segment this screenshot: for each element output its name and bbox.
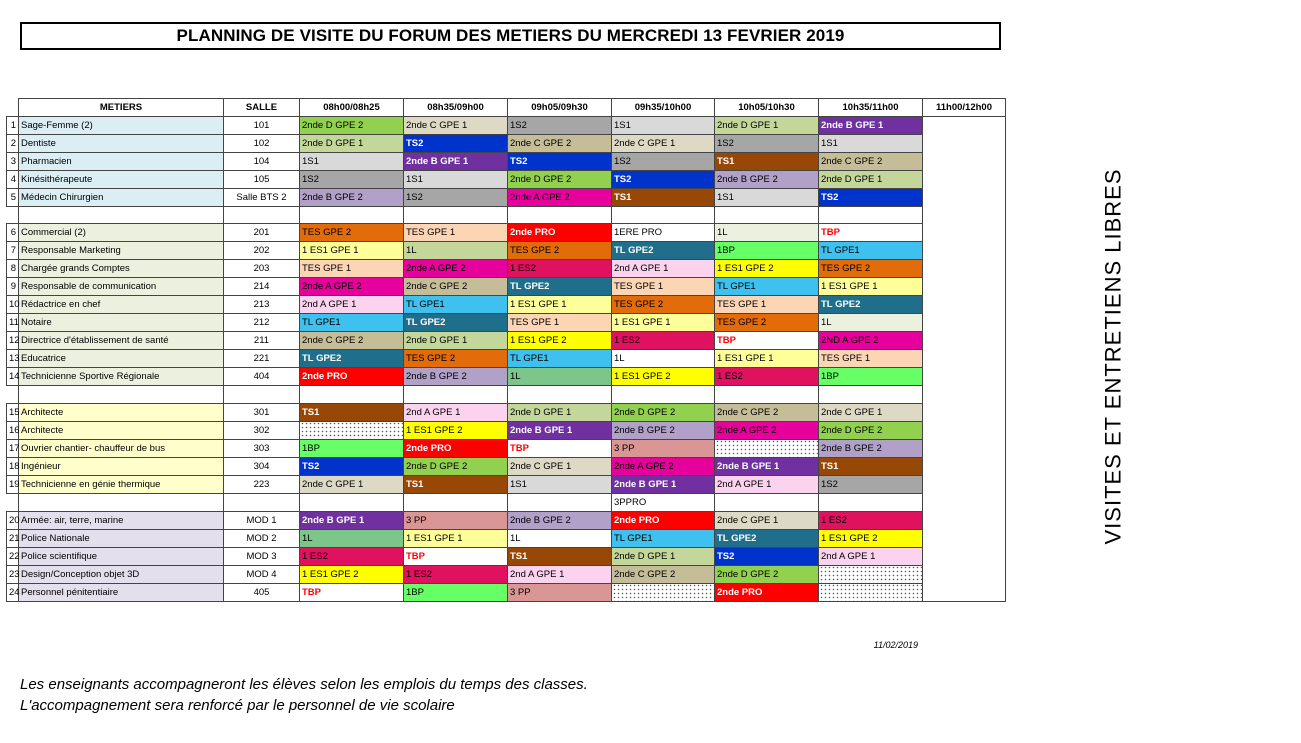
table-row (7, 403, 1006, 421)
salle-cell: MOD 2 (224, 529, 300, 547)
slot-cell: TS1 (612, 189, 715, 207)
table-row (7, 260, 1006, 278)
slot-cell: 1S1 (819, 135, 923, 153)
slot-cell: 1L (715, 224, 819, 242)
slot-cell: TS1 (300, 403, 404, 421)
row-number: 17 (7, 439, 19, 457)
slot-cell: 2nde A GPE 2 (612, 457, 715, 475)
row-number: 16 (7, 421, 19, 439)
row-number: 1 (7, 117, 19, 135)
metier-cell: Architecte (19, 421, 224, 439)
slot-cell: 2nde C GPE 2 (819, 153, 923, 171)
header-salle: SALLE (224, 99, 300, 117)
table-row (7, 117, 1006, 135)
row-number: 8 (7, 260, 19, 278)
side-label: VISITES ET ENTRETIENS LIBRES (1100, 168, 1126, 545)
slot-cell: 2nd A GPE 1 (508, 565, 612, 583)
slot-cell (404, 493, 508, 511)
metier-cell: Notaire (19, 314, 224, 332)
table-row (7, 421, 1006, 439)
slot-cell: 2nd A GPE 1 (300, 296, 404, 314)
slot-cell: 1L (819, 314, 923, 332)
header-slot-6: 10h35/11h00 (819, 99, 923, 117)
slot-cell: 1BP (404, 583, 508, 601)
slot-cell: 2nd A GPE 1 (715, 475, 819, 493)
slot-cell: 2nde B GPE 1 (404, 153, 508, 171)
row-number: 10 (7, 296, 19, 314)
metier-cell: Directrice d'établissement de santé (19, 332, 224, 350)
separator-row (7, 493, 1006, 511)
salle-cell: 213 (224, 296, 300, 314)
slot-cell (300, 386, 404, 403)
slot-cell: 2nde B GPE 2 (612, 421, 715, 439)
salle-cell: 303 (224, 439, 300, 457)
slot-cell: 2nde D GPE 1 (715, 117, 819, 135)
slot-cell (715, 207, 819, 224)
table-row (7, 135, 1006, 153)
slot-cell: TES GPE 1 (508, 314, 612, 332)
slot-cell (819, 583, 923, 601)
row-number: 13 (7, 350, 19, 368)
slot-cell (404, 386, 508, 403)
slot-cell: 1S1 (612, 117, 715, 135)
salle-cell: Salle BTS 2 (224, 189, 300, 207)
salle-cell: 223 (224, 475, 300, 493)
table-row (7, 565, 1006, 583)
salle-cell: 221 (224, 350, 300, 368)
row-number-cell (7, 386, 19, 403)
slot-cell (819, 207, 923, 224)
slot-cell: 2nde C GPE 1 (715, 511, 819, 529)
row-number: 12 (7, 332, 19, 350)
slot-cell: 1 ES2 (612, 332, 715, 350)
slot-cell: 2nde C GPE 1 (819, 403, 923, 421)
table-row (7, 529, 1006, 547)
slot-cell: TS2 (715, 547, 819, 565)
metier-cell: Architecte (19, 403, 224, 421)
slot-cell: 2nde A GPE 2 (508, 189, 612, 207)
slot-cell (715, 493, 819, 511)
slot-cell: 2nde B GPE 2 (819, 439, 923, 457)
salle-cell: MOD 1 (224, 511, 300, 529)
salle-cell: 211 (224, 332, 300, 350)
slot-cell: 1BP (819, 368, 923, 386)
metier-cell: Pharmacien (19, 153, 224, 171)
slot-cell (508, 207, 612, 224)
metier-cell: Educatrice (19, 350, 224, 368)
slot-cell: TL GPE1 (612, 529, 715, 547)
slot-cell: 1 ES1 GPE 1 (819, 278, 923, 296)
row-number: 5 (7, 189, 19, 207)
slot-cell (612, 207, 715, 224)
slot-cell (300, 493, 404, 511)
slot-cell: TL GPE1 (508, 350, 612, 368)
salle-cell: 203 (224, 260, 300, 278)
footer-line-2: L'accompagnement sera renforcé par le personnel de vie scolaire (20, 697, 455, 714)
metier-cell: Technicienne Sportive Régionale (19, 368, 224, 386)
row-number: 9 (7, 278, 19, 296)
metier-cell: Chargée grands Comptes (19, 260, 224, 278)
row-number: 24 (7, 583, 19, 601)
separator-row (7, 207, 1006, 224)
slot-cell: 1 ES2 (508, 260, 612, 278)
metier-cell: Technicienne en génie thermique (19, 475, 224, 493)
slot-cell: 1S1 (508, 475, 612, 493)
slot-cell (819, 565, 923, 583)
slot-cell: 1 ES1 GPE 1 (612, 314, 715, 332)
slot-cell: TES GPE 2 (612, 296, 715, 314)
slot-cell: TL GPE2 (612, 242, 715, 260)
slot-cell (404, 207, 508, 224)
slot-cell: TL GPE1 (300, 314, 404, 332)
header-slot-4: 09h35/10h00 (612, 99, 715, 117)
metier-cell: Commercial (2) (19, 224, 224, 242)
slot-cell (819, 493, 923, 511)
header-slot-3: 09h05/09h30 (508, 99, 612, 117)
salle-cell (224, 493, 300, 511)
table-row (7, 296, 1006, 314)
row-number: 22 (7, 547, 19, 565)
slot-cell: 2nde D GPE 2 (819, 421, 923, 439)
slot-cell: 2nde PRO (715, 583, 819, 601)
table-row (7, 278, 1006, 296)
slot-cell: 1 ES1 GPE 2 (300, 565, 404, 583)
row-number: 11 (7, 314, 19, 332)
slot-cell: 1 ES2 (819, 511, 923, 529)
slot-cell: TS2 (300, 457, 404, 475)
slot-cell: TBP (819, 224, 923, 242)
header-row (7, 99, 1006, 117)
table-row (7, 189, 1006, 207)
slot-cell: 1 ES2 (300, 547, 404, 565)
slot-cell: TES GPE 1 (300, 260, 404, 278)
slot-cell: 1S2 (404, 189, 508, 207)
slot-cell: 2nde D GPE 1 (612, 547, 715, 565)
slot-cell: TS1 (404, 475, 508, 493)
slot-cell (715, 439, 819, 457)
slot-cell: 2nde C GPE 1 (404, 117, 508, 135)
slot-cell: 3PPRO (612, 493, 715, 511)
metier-cell: Responsable de communication (19, 278, 224, 296)
slot-cell: 2nde D GPE 1 (508, 403, 612, 421)
slot-cell: 1ERE PRO (612, 224, 715, 242)
slot-cell: TS1 (715, 153, 819, 171)
header-slot-5: 10h05/10h30 (715, 99, 819, 117)
metier-cell: Design/Conception objet 3D (19, 565, 224, 583)
page-title: PLANNING DE VISITE DU FORUM DES METIERS DU MERCREDI 13 FEVRIER 2019 (20, 22, 1001, 50)
slot-cell: TES GPE 1 (819, 350, 923, 368)
slot-cell: 2nde B GPE 2 (404, 368, 508, 386)
slot-cell: 2nde PRO (300, 368, 404, 386)
slot-cell: 2nde PRO (612, 511, 715, 529)
slot-cell: 2nde D GPE 1 (300, 135, 404, 153)
slot-cell: 1 ES2 (715, 368, 819, 386)
row-number: 19 (7, 475, 19, 493)
slot-cell: 2nde B GPE 1 (612, 475, 715, 493)
metier-cell: Ouvrier chantier- chauffeur de bus (19, 439, 224, 457)
slot-cell: 1 ES1 GPE 1 (508, 296, 612, 314)
header-slot-1: 08h00/08h25 (300, 99, 404, 117)
salle-cell: 201 (224, 224, 300, 242)
slot-cell: 1L (612, 350, 715, 368)
slot-cell: TS2 (612, 171, 715, 189)
slot-cell: 2nde C GPE 2 (612, 565, 715, 583)
salle-cell: 102 (224, 135, 300, 153)
footer-note (20, 674, 588, 716)
slot-cell: 1S2 (612, 153, 715, 171)
slot-cell: 1 ES1 GPE 2 (508, 332, 612, 350)
table-row (7, 457, 1006, 475)
slot-cell: 2nde D GPE 2 (404, 457, 508, 475)
slot-cell: 1 ES1 GPE 1 (715, 350, 819, 368)
slot-cell (508, 386, 612, 403)
slot-cell: 3 PP (508, 583, 612, 601)
row-number: 7 (7, 242, 19, 260)
metier-cell: Médecin Chirurgien (19, 189, 224, 207)
separator-row (7, 386, 1006, 403)
slot-cell (612, 386, 715, 403)
slot-cell: TES GPE 2 (715, 314, 819, 332)
metier-cell: Sage-Femme (2) (19, 117, 224, 135)
slot-cell: 1BP (715, 242, 819, 260)
slot-cell: 2ND A GPE 2 (819, 332, 923, 350)
slot-cell: TS1 (819, 457, 923, 475)
slot-cell: 1BP (300, 439, 404, 457)
slot-cell: TL GPE1 (715, 278, 819, 296)
salle-cell: 302 (224, 421, 300, 439)
metier-cell (19, 493, 224, 511)
metier-cell: Kinésithérapeute (19, 171, 224, 189)
row-number: 4 (7, 171, 19, 189)
slot-cell (715, 386, 819, 403)
row-number: 6 (7, 224, 19, 242)
salle-cell: 404 (224, 368, 300, 386)
slot-cell: TBP (300, 583, 404, 601)
slot-cell: TES GPE 2 (508, 242, 612, 260)
slot-cell: 2nde C GPE 1 (612, 135, 715, 153)
table-row (7, 224, 1006, 242)
slot-cell: 2nde D GPE 2 (508, 171, 612, 189)
salle-cell: MOD 3 (224, 547, 300, 565)
metier-cell: Responsable Marketing (19, 242, 224, 260)
slot-cell: 2nde C GPE 1 (508, 457, 612, 475)
slot-cell: 2nd A GPE 1 (819, 547, 923, 565)
row-number-cell (7, 207, 19, 224)
slot-cell: TL GPE1 (819, 242, 923, 260)
slot-cell: 2nde B GPE 1 (300, 511, 404, 529)
slot-cell: 2nd A GPE 1 (404, 403, 508, 421)
slot-cell: TL GPE2 (300, 350, 404, 368)
slot-cell: 1S1 (404, 171, 508, 189)
row-number: 21 (7, 529, 19, 547)
slot-cell: 1S2 (508, 117, 612, 135)
document-date: 11/02/2019 (873, 640, 918, 650)
table-row (7, 583, 1006, 601)
metier-cell: Police Nationale (19, 529, 224, 547)
slot-cell: TL GPE1 (404, 296, 508, 314)
table-row (7, 547, 1006, 565)
slot-cell: TL GPE2 (715, 529, 819, 547)
table-row (7, 350, 1006, 368)
slot-cell: 1S2 (819, 475, 923, 493)
slot-cell: 2nde C GPE 2 (715, 403, 819, 421)
metier-cell: Armée: air, terre, marine (19, 511, 224, 529)
slot-cell: TL GPE2 (508, 278, 612, 296)
metier-cell (19, 207, 224, 224)
salle-cell: MOD 4 (224, 565, 300, 583)
salle-cell: 301 (224, 403, 300, 421)
header-slot-7: 11h00/12h00 (923, 99, 1006, 117)
salle-cell: 202 (224, 242, 300, 260)
metier-cell: Dentiste (19, 135, 224, 153)
slot-cell: 3 PP (612, 439, 715, 457)
slot-cell: 2nde B GPE 1 (508, 421, 612, 439)
row-number: 15 (7, 403, 19, 421)
slot-cell: TS2 (404, 135, 508, 153)
footer-line-1: Les enseignants accompagneront les élèves selon les emplois du temps des classes. (20, 676, 588, 693)
row-number: 18 (7, 457, 19, 475)
slot-cell: 3 PP (404, 511, 508, 529)
row-number: 14 (7, 368, 19, 386)
metier-cell: Ingénieur (19, 457, 224, 475)
slot-cell: 1 ES2 (404, 565, 508, 583)
slot-cell: 2nde A GPE 2 (300, 278, 404, 296)
table-row (7, 368, 1006, 386)
slot-cell: TES GPE 1 (715, 296, 819, 314)
slot-cell: 1 ES1 GPE 2 (404, 421, 508, 439)
row-number-cell (7, 493, 19, 511)
slot-cell: 2nde B GPE 2 (715, 171, 819, 189)
slot-cell: 2nde A GPE 2 (404, 260, 508, 278)
slot-cell: TBP (715, 332, 819, 350)
row-number: 20 (7, 511, 19, 529)
row-number: 23 (7, 565, 19, 583)
slot-cell: 2nde D GPE 2 (715, 565, 819, 583)
slot-cell: 1 ES1 GPE 1 (404, 529, 508, 547)
slot-cell: 2nde C GPE 1 (300, 475, 404, 493)
table-row (7, 242, 1006, 260)
table-row (7, 314, 1006, 332)
slot-cell: 1L (508, 368, 612, 386)
metier-cell: Personnel pénitentiaire (19, 583, 224, 601)
slot-cell: TES GPE 2 (404, 350, 508, 368)
slot-cell: TES GPE 1 (404, 224, 508, 242)
slot-cell: TL GPE2 (819, 296, 923, 314)
slot-cell (300, 207, 404, 224)
salle-cell (224, 386, 300, 403)
slot-cell: 1 ES1 GPE 2 (819, 529, 923, 547)
slot-cell: TES GPE 2 (819, 260, 923, 278)
slot-cell: 2nde D GPE 1 (404, 332, 508, 350)
slot-cell: TL GPE2 (404, 314, 508, 332)
slot-cell: 2nde C GPE 2 (508, 135, 612, 153)
slot-cell: 1S2 (300, 171, 404, 189)
metier-cell: Rédactrice en chef (19, 296, 224, 314)
salle-cell: 405 (224, 583, 300, 601)
slot-cell: TES GPE 2 (300, 224, 404, 242)
salle-cell: 105 (224, 171, 300, 189)
slot-cell (819, 386, 923, 403)
salle-cell (224, 207, 300, 224)
slot-cell: 2nde C GPE 2 (300, 332, 404, 350)
slot-cell: 2nde PRO (404, 439, 508, 457)
slot-cell: 2nde D GPE 2 (300, 117, 404, 135)
slot-cell: 2nde D GPE 2 (612, 403, 715, 421)
slot-cell: TS2 (819, 189, 923, 207)
header-metiers: METIERS (19, 99, 224, 117)
metier-cell (19, 386, 224, 403)
slot-cell: TS1 (508, 547, 612, 565)
table-row (7, 332, 1006, 350)
header-slot-2: 08h35/09h00 (404, 99, 508, 117)
slot-cell: 1S1 (300, 153, 404, 171)
slot-cell: TS2 (508, 153, 612, 171)
row-number: 2 (7, 135, 19, 153)
slot-cell: TES GPE 1 (612, 278, 715, 296)
planning-table (6, 98, 1126, 602)
planning-body (7, 117, 1126, 602)
salle-cell: 101 (224, 117, 300, 135)
slot-cell: 2nde PRO (508, 224, 612, 242)
metier-cell: Police scientifique (19, 547, 224, 565)
row-number: 3 (7, 153, 19, 171)
salle-cell: 214 (224, 278, 300, 296)
slot-cell: 2nde B GPE 2 (508, 511, 612, 529)
slot-cell: 1L (508, 529, 612, 547)
table-row (7, 439, 1006, 457)
salle-cell: 104 (224, 153, 300, 171)
slot-cell: 1 ES1 GPE 1 (300, 242, 404, 260)
table-row (7, 153, 1006, 171)
slot-cell: 2nde C GPE 2 (404, 278, 508, 296)
slot-cell: 2nd A GPE 1 (612, 260, 715, 278)
table-row (7, 171, 1006, 189)
slot-cell (612, 583, 715, 601)
slot-cell: 2nde B GPE 2 (300, 189, 404, 207)
slot-cell: 1L (300, 529, 404, 547)
slot-cell: 2nde B GPE 1 (715, 457, 819, 475)
slot-cell: TBP (508, 439, 612, 457)
slot-cell: 1L (404, 242, 508, 260)
slot-cell: 1S2 (715, 135, 819, 153)
slot-cell (508, 493, 612, 511)
slot-cell: 1 ES1 GPE 2 (715, 260, 819, 278)
slot-cell (300, 421, 404, 439)
table-row (7, 511, 1006, 529)
slot-cell: 1S1 (715, 189, 819, 207)
salle-cell: 304 (224, 457, 300, 475)
slot-cell: TBP (404, 547, 508, 565)
slot-cell: 2nde D GPE 1 (819, 171, 923, 189)
salle-cell: 212 (224, 314, 300, 332)
slot-cell: 2nde B GPE 1 (819, 117, 923, 135)
slot-cell: 2nde A GPE 2 (715, 421, 819, 439)
table-row (7, 475, 1006, 493)
header-spacer (7, 99, 19, 117)
side-label-cell (923, 117, 1126, 602)
slot-cell: 1 ES1 GPE 2 (612, 368, 715, 386)
